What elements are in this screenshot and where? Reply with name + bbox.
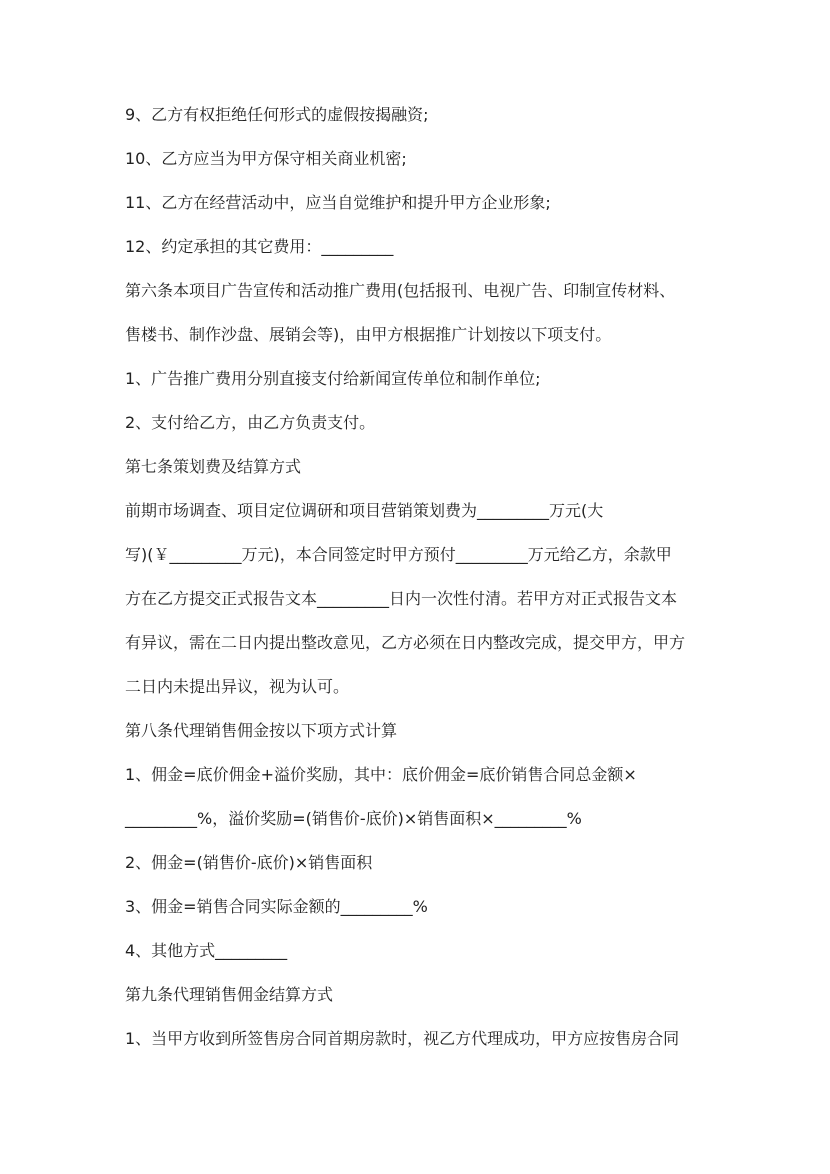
paragraph [125,940,710,962]
paragraph-line: 第六条本项目广告宣传和活动推广费用(包括报刊、电视广告、印制宣传材料、 [125,281,676,300]
paragraph-line: 售楼书、制作沙盘、展销会等)，由甲方根据推广计划按以下项支付。 [125,325,612,344]
paragraph [125,236,710,258]
paragraph-line: 二日内未提出异议，视为认可。 [125,677,350,696]
paragraph-line: 2、支付给乙方，由乙方负责支付。 [125,413,376,432]
paragraph-line: 1、当甲方收到所签售房合同首期房款时，视乙方代理成功，甲方应按售房合同 [125,1029,680,1048]
paragraph [125,148,710,170]
paragraph-line: 方在乙方提交正式报告文本_________日内一次性付清。若甲方对正式报告文本 [125,589,678,608]
paragraph-line: 写)(￥_________万元)，本合同签定时甲方预付_________万元给乙方，余款甲 [125,545,672,564]
paragraph-line: _________%，溢价奖励=(销售价-底价)×销售面积×_________% [125,809,582,828]
paragraph [125,896,710,918]
paragraph-line: 第八条代理销售佣金按以下项方式计算 [125,721,398,740]
paragraph [125,192,710,214]
paragraph [125,456,710,478]
paragraph [125,764,710,830]
paragraph-line: 10、乙方应当为甲方保守相关商业机密; [125,149,407,168]
paragraph [125,852,710,874]
paragraph-line: 第七条策划费及结算方式 [125,457,302,476]
paragraph [125,1028,710,1050]
paragraph [125,720,710,742]
paragraph-line: 有异议，需在二日内提出整改意见，乙方必须在日内整改完成，提交甲方，甲方 [125,633,686,652]
paragraph-line: 4、其他方式_________ [125,941,288,960]
paragraph-line: 9、乙方有权拒绝任何形式的虚假按揭融资; [125,105,429,124]
paragraph [125,412,710,434]
paragraph [125,500,710,698]
paragraph [125,368,710,390]
paragraph-line: 第九条代理销售佣金结算方式 [125,985,334,1004]
paragraph-line: 1、广告推广费用分别直接支付给新闻宣传单位和制作单位; [125,369,541,388]
paragraph-line: 2、佣金=(销售价-底价)×销售面积 [125,853,373,872]
paragraph [125,280,710,346]
paragraph-line: 前期市场调查、项目定位调研和项目营销策划费为_________万元(大 [125,501,604,520]
paragraph [125,984,710,1006]
paragraph-line: 1、佣金=底价佣金+溢价奖励，其中：底价佣金=底价销售合同总金额× [125,765,637,784]
document-body [125,104,710,1072]
paragraph-line: 3、佣金=销售合同实际金额的_________% [125,897,428,916]
paragraph [125,104,710,126]
paragraph-line: 11、乙方在经营活动中，应当自觉维护和提升甲方企业形象; [125,193,551,212]
paragraph-line: 12、约定承担的其它费用：_________ [125,237,394,256]
